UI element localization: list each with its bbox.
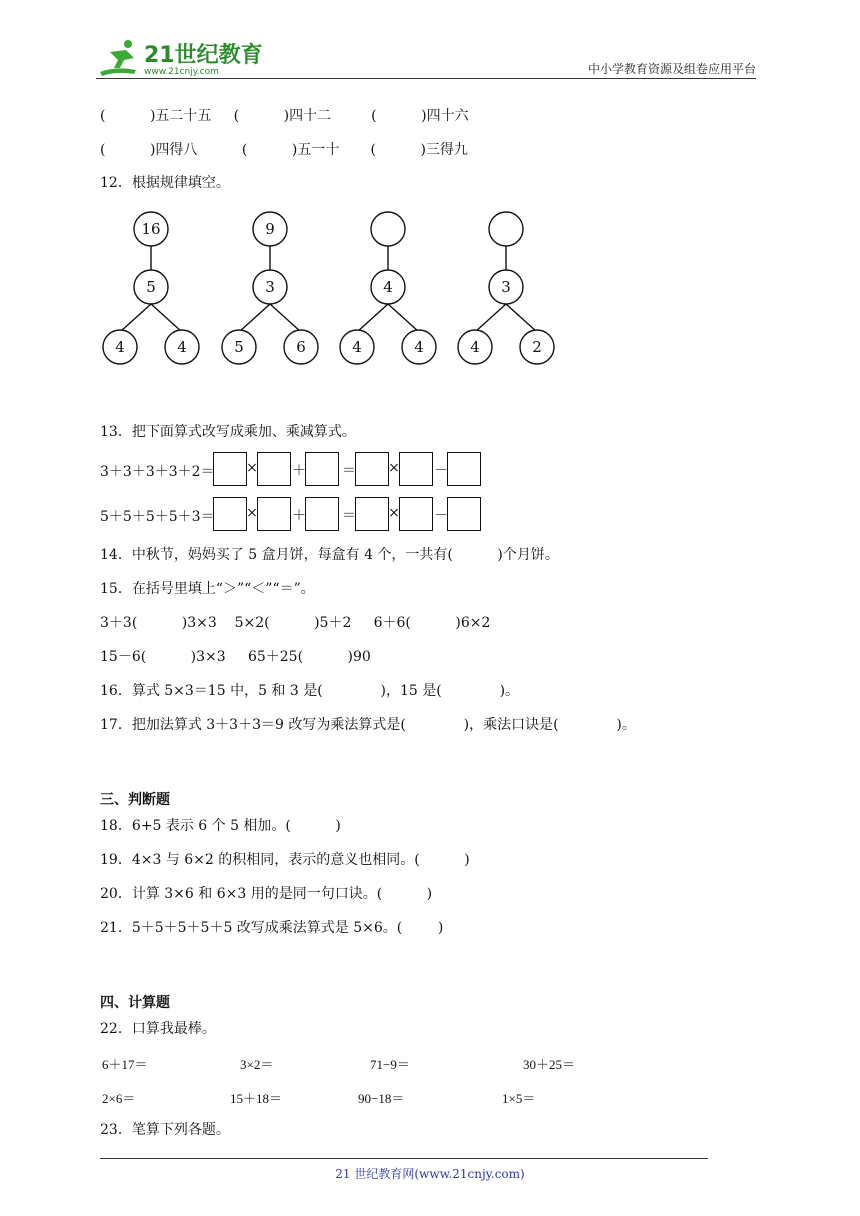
answer-box[interactable] (447, 452, 481, 486)
tree-node-label: 2 (532, 338, 542, 356)
answer-box[interactable] (447, 497, 481, 531)
q15-row-b: 15－6( )3×3 65＋25( )90 (100, 649, 371, 665)
tree-node-label: 6 (296, 338, 306, 356)
tree-node-label: 9 (265, 220, 275, 238)
tree-node-label: 4 (352, 338, 362, 356)
answer-box[interactable] (257, 452, 291, 486)
calc-item: 71−9＝ (370, 1057, 410, 1072)
number-tree (340, 212, 436, 364)
plus-sign: ＋ (292, 463, 306, 479)
question-16: 16．算式 5×3＝15 中，5 和 3 是( )，15 是( )。 (100, 683, 520, 699)
question-18: 18．6+5 表示 6 个 5 相加。( ) (100, 818, 341, 834)
q15-row-a: 3＋3( )3×3 5×2( )5＋2 6＋6( )6×2 (100, 615, 491, 631)
question-14: 14．中秋节，妈妈买了 5 盒月饼，每盒有 4 个，一共有( )个月饼。 (100, 547, 559, 563)
logo-text: 21世纪教育 (144, 43, 263, 68)
answer-box[interactable] (305, 452, 339, 486)
logo-url: www.21cnjy.com (144, 67, 219, 77)
calc-item: 30＋25＝ (523, 1057, 576, 1072)
calc-item: 15＋18＝ (230, 1091, 283, 1106)
number-tree (222, 212, 318, 364)
times-sign: × (388, 505, 400, 521)
q13-row-2-lhs: 5＋5＋5＋5＋3＝ (100, 509, 215, 525)
answer-box[interactable] (257, 497, 291, 531)
q13-row-1 (100, 452, 500, 488)
tree-node-label: 16 (141, 220, 161, 238)
calc-item: 6＋17＝ (102, 1057, 148, 1072)
tree-node-label: 4 (470, 338, 480, 356)
tree-node-top[interactable] (371, 212, 405, 246)
answer-box[interactable] (355, 452, 389, 486)
answer-box[interactable] (305, 497, 339, 531)
question-20: 20．计算 3×6 和 6×3 用的是同一句口诀。( ) (100, 886, 433, 902)
minus-sign: － (434, 463, 448, 479)
calc-item: 2×6＝ (102, 1091, 136, 1106)
equals-sign: ＝ (342, 508, 356, 524)
times-sign: × (388, 460, 400, 476)
minus-sign: － (434, 508, 448, 524)
number-trees (96, 205, 576, 375)
q13-row-1-lhs: 3＋3＋3＋3＋2＝ (100, 464, 215, 480)
tree-node-label: 3 (265, 278, 275, 296)
tree-node-label: 4 (177, 338, 187, 356)
equals-sign: ＝ (342, 463, 356, 479)
tree-node-label: 4 (383, 278, 393, 296)
question-19: 19．4×3 与 6×2 的积相同，表示的意义也相同。( ) (100, 852, 470, 868)
fill-row-2: ( )四得八 ( )五一十 ( )三得九 (100, 142, 468, 158)
question-22: 22．口算我最棒。 (100, 1021, 216, 1037)
fill-row-1: ( )五二十五 ( )四十二 ( )四十六 (100, 108, 469, 124)
tree-node-label: 3 (501, 278, 511, 296)
number-tree (103, 212, 199, 364)
number-tree (458, 212, 554, 364)
section-calculation-title: 四、计算题 (100, 995, 170, 1011)
answer-box[interactable] (213, 497, 247, 531)
footer-text: 21 世纪教育网(www.21cnjy.com) (335, 1167, 525, 1181)
calc-item: 90−18＝ (358, 1091, 405, 1106)
tree-node-label: 5 (146, 278, 156, 296)
times-sign: × (246, 505, 258, 521)
question-15: 15．在括号里填上“＞”“＜”“＝”。 (100, 581, 315, 597)
footer-divider (100, 1158, 708, 1159)
answer-box[interactable] (213, 452, 247, 486)
answer-box[interactable] (399, 452, 433, 486)
question-21: 21．5＋5＋5＋5＋5 改写成乘法算式是 5×6。( ) (100, 920, 444, 936)
tree-node-label: 4 (414, 338, 424, 356)
answer-box[interactable] (399, 497, 433, 531)
site-logo (96, 38, 266, 78)
q13-row-2 (100, 497, 500, 533)
tree-node-label: 5 (234, 338, 244, 356)
tree-node-label: 4 (115, 338, 125, 356)
answer-box[interactable] (355, 497, 389, 531)
question-12: 12．根据规律填空。 (100, 175, 230, 191)
section-judgement-title: 三、判断题 (100, 792, 170, 808)
question-23: 23．笔算下列各题。 (100, 1122, 230, 1138)
question-17: 17．把加法算式 3＋3＋3＝9 改写为乘法算式是( )，乘法口诀是( )。 (100, 717, 636, 733)
calc-item: 1×5＝ (502, 1091, 536, 1106)
header-divider (96, 78, 756, 79)
calc-item: 3×2＝ (240, 1057, 274, 1072)
tree-node-top[interactable] (489, 212, 523, 246)
times-sign: × (246, 460, 258, 476)
header-platform-text: 中小学教育资源及组卷应用平台 (587, 62, 756, 76)
plus-sign: ＋ (292, 508, 306, 524)
question-13: 13．把下面算式改写成乘加、乘减算式。 (100, 424, 356, 440)
